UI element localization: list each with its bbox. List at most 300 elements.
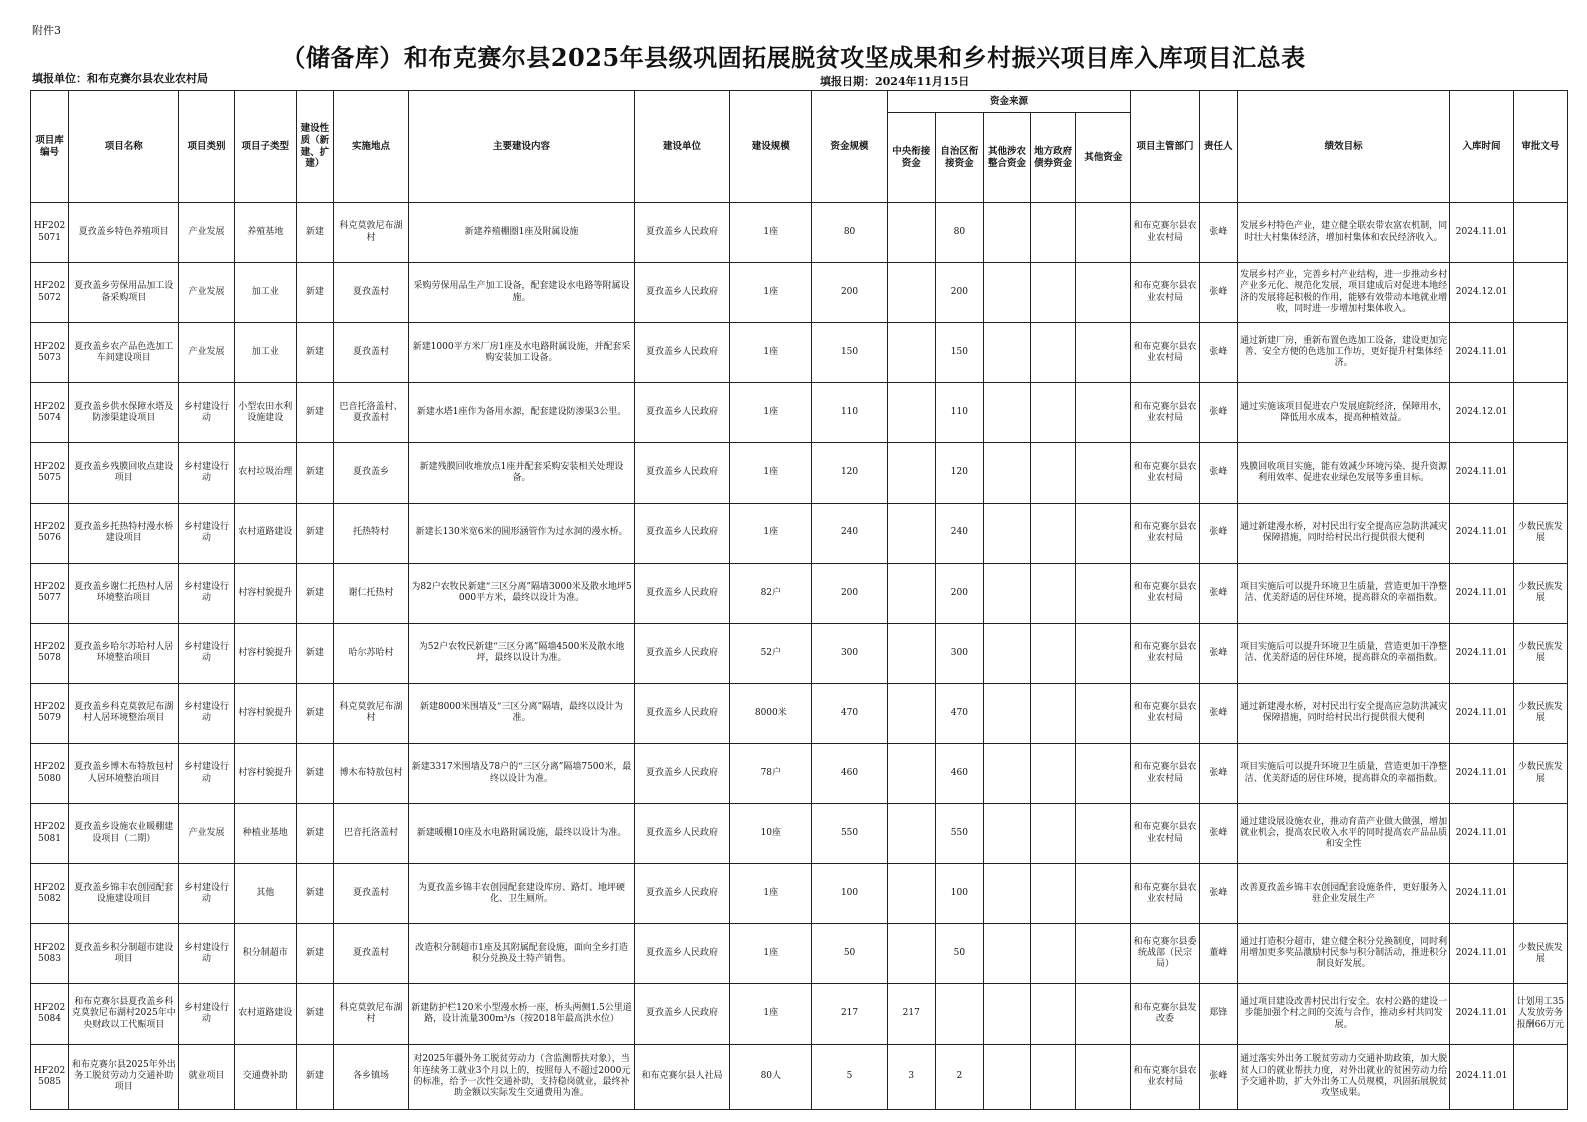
- cell-time: 2024.12.01: [1450, 383, 1513, 443]
- table-row: [31, 503, 1568, 563]
- cell-doc: 少数民族发展: [1513, 683, 1567, 743]
- header-person: 责任人: [1199, 91, 1237, 203]
- cell-content: 新建3317米围墙及78户的“三区分离”隔墙7500米，最终以设计为准。: [409, 743, 635, 803]
- cell-id: HF2025071: [31, 203, 69, 263]
- cell-central: [887, 683, 935, 743]
- cell-content: 为52户农牧民新建“三区分离”隔墙4500米及散水地坪，最终以设计为准。: [409, 623, 635, 683]
- cell-other-agri: [983, 563, 1030, 623]
- cell-nature: 新建: [296, 323, 333, 383]
- cell-dept: 和布克赛尔县农业农村局: [1131, 1044, 1199, 1109]
- cell-name: 夏孜盖乡供水保障水塔及防渗渠建设项目: [69, 383, 179, 443]
- cell-fund: 110: [812, 383, 887, 443]
- table-row: [31, 263, 1568, 323]
- cell-scale: 1座: [730, 383, 812, 443]
- cell-content: 采购劳保用品生产加工设备，配套建设水电路等附属设施。: [409, 263, 635, 323]
- cell-dept: 和布克赛尔县发改委: [1131, 984, 1199, 1044]
- cell-person: 郑锋: [1199, 984, 1237, 1044]
- cell-name: 夏孜盖乡设施农业暖棚建设项目（二期）: [69, 804, 179, 864]
- cell-name: 夏孜盖乡哈尔苏哈村人居环境整治项目: [69, 623, 179, 683]
- cell-subcategory: 农村道路建设: [234, 503, 296, 563]
- cell-other-agri: [983, 683, 1030, 743]
- cell-central: [887, 503, 935, 563]
- cell-name: 夏孜盖乡托热特村漫水桥建设项目: [69, 503, 179, 563]
- cell-other: [1076, 263, 1131, 323]
- header-doc: 审批文号: [1513, 91, 1567, 203]
- cell-person: 张峰: [1199, 263, 1237, 323]
- cell-content: 新建1000平方米厂房1座及水电路附属设施，并配套采购安装加工设备。: [409, 323, 635, 383]
- cell-category: 乡村建设行动: [179, 443, 234, 503]
- header-local-bond: 地方政府债券资金: [1031, 113, 1076, 203]
- table-row: [31, 203, 1568, 263]
- cell-local-bond: [1031, 1044, 1076, 1109]
- table-row: [31, 1044, 1568, 1109]
- cell-scale: 1座: [730, 503, 812, 563]
- cell-goal: 通过新建漫水桥，对村民出行安全提高应急防洪减灾保障措施，同时给村民出行提供很大便利: [1237, 683, 1450, 743]
- cell-local-bond: [1031, 263, 1076, 323]
- cell-region: 120: [935, 443, 983, 503]
- cell-builder: 夏孜盖乡人民政府: [634, 984, 729, 1044]
- table-row: [31, 743, 1568, 803]
- cell-nature: 新建: [296, 1044, 333, 1109]
- cell-person: 张峰: [1199, 1044, 1237, 1109]
- cell-other: [1076, 383, 1131, 443]
- cell-other: [1076, 203, 1131, 263]
- cell-goal: 项目实施后可以提升环境卫生质量，营造更加干净整洁、优美舒适的居住环境，提高群众的幸福指数。: [1237, 623, 1450, 683]
- cell-nature: 新建: [296, 503, 333, 563]
- cell-other-agri: [983, 864, 1030, 924]
- cell-scale: 10座: [730, 804, 812, 864]
- cell-scale: 52户: [730, 623, 812, 683]
- cell-scale: 82户: [730, 563, 812, 623]
- cell-goal: 通过实施该项目促进农户发展庭院经济，保障用水，降低用水成本，提高种植效益。: [1237, 383, 1450, 443]
- cell-person: 张峰: [1199, 623, 1237, 683]
- cell-central: [887, 743, 935, 803]
- cell-scale: 1座: [730, 263, 812, 323]
- cell-dept: 和布克赛尔县农业农村局: [1131, 623, 1199, 683]
- cell-content: 新建防护栏120米小型漫水桥一座，桥头两侧1.5公里道路，设计流量300m³/s（按2018年最高洪水位）: [409, 984, 635, 1044]
- cell-builder: 夏孜盖乡人民政府: [634, 383, 729, 443]
- cell-content: 新建8000米围墙及“三区分离”隔墙，最终以设计为准。: [409, 683, 635, 743]
- cell-other: [1076, 323, 1131, 383]
- cell-name: 夏孜盖乡特色养殖项目: [69, 203, 179, 263]
- cell-category: 产业发展: [179, 804, 234, 864]
- table-row: [31, 623, 1568, 683]
- cell-fund: 300: [812, 623, 887, 683]
- cell-content: 对2025年疆外务工脱贫劳动力（含监测帮扶对象），当年连续务工就业3个月以上的，按照每人不超过2000元的标准，给予一次性交通补助，支持稳岗就业，最终补助金额以实际发生交通费用为准。: [409, 1044, 635, 1109]
- cell-scale: 1座: [730, 864, 812, 924]
- cell-scale: 1座: [730, 443, 812, 503]
- cell-category: 产业发展: [179, 263, 234, 323]
- header-subcategory: 项目子类型: [234, 91, 296, 203]
- cell-goal: 通过建设展设施农业，推动育苗产业做大做强，增加就业机会，提高农民收入水平的同时提高农产品品质和安全性: [1237, 804, 1450, 864]
- cell-subcategory: 村容村貌提升: [234, 563, 296, 623]
- cell-other-agri: [983, 443, 1030, 503]
- cell-scale: 80人: [730, 1044, 812, 1109]
- cell-scale: 78户: [730, 743, 812, 803]
- cell-builder: 夏孜盖乡人民政府: [634, 864, 729, 924]
- cell-category: 产业发展: [179, 203, 234, 263]
- project-summary-table: [30, 90, 1568, 1110]
- cell-subcategory: 加工业: [234, 263, 296, 323]
- cell-dept: 和布克赛尔县农业农村局: [1131, 203, 1199, 263]
- cell-time: 2024.12.01: [1450, 263, 1513, 323]
- cell-dept: 和布克赛尔县农业农村局: [1131, 503, 1199, 563]
- cell-location: 哈尔苏哈村: [333, 623, 408, 683]
- header-scale: 建设规模: [730, 91, 812, 203]
- cell-nature: 新建: [296, 984, 333, 1044]
- cell-region: 470: [935, 683, 983, 743]
- cell-central: [887, 263, 935, 323]
- cell-subcategory: 其他: [234, 864, 296, 924]
- cell-category: 乡村建设行动: [179, 864, 234, 924]
- table-row: [31, 443, 1568, 503]
- cell-doc: [1513, 864, 1567, 924]
- cell-other-agri: [983, 323, 1030, 383]
- cell-fund: 200: [812, 563, 887, 623]
- cell-subcategory: 种植业基地: [234, 804, 296, 864]
- cell-region: [935, 984, 983, 1044]
- cell-scale: 1座: [730, 203, 812, 263]
- cell-region: 110: [935, 383, 983, 443]
- cell-other: [1076, 443, 1131, 503]
- cell-goal: 通过新建厂房，重新布置色选加工设备，建设更加完善、安全方便的色选加工作坊，更好提升村集体经济。: [1237, 323, 1450, 383]
- header-time: 入库时间: [1450, 91, 1513, 203]
- cell-doc: [1513, 804, 1567, 864]
- cell-content: 新建水塔1座作为备用水源，配套建设防渗渠3公里。: [409, 383, 635, 443]
- header-category: 项目类别: [179, 91, 234, 203]
- cell-local-bond: [1031, 563, 1076, 623]
- cell-goal: 项目实施后可以提升环境卫生质量，营造更加干净整洁、优美舒适的居住环境，提高群众的幸福指数。: [1237, 563, 1450, 623]
- cell-time: 2024.11.01: [1450, 1044, 1513, 1109]
- cell-goal: 通过打造积分超市，建立健全积分兑换制度，同时利用增加更多奖品激励村民参与积分制活动，推进积分制良好发展。: [1237, 924, 1450, 984]
- cell-local-bond: [1031, 503, 1076, 563]
- cell-dept: 和布克赛尔县农业农村局: [1131, 864, 1199, 924]
- cell-nature: 新建: [296, 683, 333, 743]
- cell-goal: 项目实施后可以提升环境卫生质量，营造更加干净整洁、优美舒适的居住环境，提高群众的幸福指数。: [1237, 743, 1450, 803]
- cell-other: [1076, 804, 1131, 864]
- cell-central: [887, 804, 935, 864]
- cell-local-bond: [1031, 683, 1076, 743]
- cell-category: 就业项目: [179, 1044, 234, 1109]
- cell-builder: 夏孜盖乡人民政府: [634, 623, 729, 683]
- cell-region: 200: [935, 263, 983, 323]
- cell-fund: 240: [812, 503, 887, 563]
- cell-goal: 改善夏孜盖乡锦丰农创园配套设施条件，更好服务入驻企业发展生产: [1237, 864, 1450, 924]
- cell-person: 张峰: [1199, 323, 1237, 383]
- cell-goal: 发展乡村特色产业，建立健全联农带农富农机制，同时壮大村集体经济，增加村集体和农民经济收入。: [1237, 203, 1450, 263]
- cell-location: 科克莫敦尼布湖村: [333, 683, 408, 743]
- cell-time: 2024.11.01: [1450, 804, 1513, 864]
- cell-dept: 和布克赛尔县农业农村局: [1131, 443, 1199, 503]
- cell-builder: 夏孜盖乡人民政府: [634, 924, 729, 984]
- cell-id: HF2025077: [31, 563, 69, 623]
- cell-content: 改造积分制超市1座及其附属配套设施，面向全乡打造积分兑换及土特产销售。: [409, 924, 635, 984]
- header-location: 实施地点: [333, 91, 408, 203]
- cell-id: HF2025076: [31, 503, 69, 563]
- cell-other: [1076, 864, 1131, 924]
- cell-central: [887, 323, 935, 383]
- cell-builder: 夏孜盖乡人民政府: [634, 804, 729, 864]
- reporting-date: 填报日期：2024年11月15日: [820, 75, 970, 88]
- cell-dept: 和布克赛尔县农业农村局: [1131, 563, 1199, 623]
- cell-category: 乡村建设行动: [179, 924, 234, 984]
- cell-other: [1076, 683, 1131, 743]
- cell-content: 新建暖棚10座及水电路附属设施，最终以设计为准。: [409, 804, 635, 864]
- cell-location: 夏孜盖村: [333, 323, 408, 383]
- page-title: （储备库）和布克赛尔县2025年县级巩固拓展脱贫攻坚成果和乡村振兴项目库入库项目汇总表: [281, 43, 1306, 72]
- cell-dept: 和布克赛尔县农业农村局: [1131, 743, 1199, 803]
- cell-region: 150: [935, 323, 983, 383]
- cell-person: 张峰: [1199, 864, 1237, 924]
- cell-id: HF2025074: [31, 383, 69, 443]
- cell-fund: 550: [812, 804, 887, 864]
- cell-central: [887, 623, 935, 683]
- cell-region: 100: [935, 864, 983, 924]
- cell-content: 为82户农牧民新建“三区分离”隔墙3000米及散水地坪5000平方米，最终以设计为准。: [409, 563, 635, 623]
- cell-doc: [1513, 203, 1567, 263]
- cell-location: 科克莫敦尼布湖村: [333, 984, 408, 1044]
- cell-dept: 和布克赛尔县农业农村局: [1131, 804, 1199, 864]
- cell-time: 2024.11.01: [1450, 563, 1513, 623]
- cell-doc: [1513, 443, 1567, 503]
- header-other-agri: 其他涉农整合资金: [983, 113, 1030, 203]
- cell-fund: 100: [812, 864, 887, 924]
- cell-goal: 通过落实外出务工脱贫劳动力交通补助政策，加大脱贫人口的就业帮扶力度，对外出就业的贫困劳动力给予交通补助，扩大外出务工人员规模，巩固拓展脱贫攻坚成果。: [1237, 1044, 1450, 1109]
- cell-local-bond: [1031, 984, 1076, 1044]
- header-builder: 建设单位: [634, 91, 729, 203]
- cell-dept: 和布克赛尔县委统战部（民宗局）: [1131, 924, 1199, 984]
- cell-fund: 5: [812, 1044, 887, 1109]
- cell-other-agri: [983, 383, 1030, 443]
- cell-id: HF2025073: [31, 323, 69, 383]
- cell-fund: 217: [812, 984, 887, 1044]
- cell-doc: [1513, 263, 1567, 323]
- cell-person: 张峰: [1199, 383, 1237, 443]
- cell-name: 夏孜盖乡锦丰农创园配套设施建设项目: [69, 864, 179, 924]
- table-row: [31, 984, 1568, 1044]
- cell-nature: 新建: [296, 743, 333, 803]
- cell-name: 和布克赛尔县2025年外出务工脱贫劳动力交通补助项目: [69, 1044, 179, 1109]
- cell-name: 夏孜盖乡科克莫敦尼布湖村人居环境整治项目: [69, 683, 179, 743]
- header-goal: 绩效目标: [1237, 91, 1450, 203]
- cell-name: 和布克赛尔县夏孜盖乡科克莫敦尼布湖村2025年中央财政以工代赈项目: [69, 984, 179, 1044]
- cell-region: 240: [935, 503, 983, 563]
- cell-builder: 夏孜盖乡人民政府: [634, 503, 729, 563]
- cell-subcategory: 村容村貌提升: [234, 623, 296, 683]
- cell-doc: 少数民族发展: [1513, 924, 1567, 984]
- cell-id: HF2025083: [31, 924, 69, 984]
- cell-person: 董峰: [1199, 924, 1237, 984]
- cell-content: 新建长130米宽6米的圆形涵管作为过水洞的漫水桥。: [409, 503, 635, 563]
- cell-central: [887, 924, 935, 984]
- cell-nature: 新建: [296, 623, 333, 683]
- cell-time: 2024.11.01: [1450, 683, 1513, 743]
- cell-other-agri: [983, 263, 1030, 323]
- cell-other-agri: [983, 1044, 1030, 1109]
- cell-fund: 200: [812, 263, 887, 323]
- cell-name: 夏孜盖乡谢仁托热村人居环境整治项目: [69, 563, 179, 623]
- cell-local-bond: [1031, 203, 1076, 263]
- cell-nature: 新建: [296, 203, 333, 263]
- cell-subcategory: 小型农田水利设施建设: [234, 383, 296, 443]
- cell-nature: 新建: [296, 443, 333, 503]
- cell-central: [887, 443, 935, 503]
- cell-doc: 少数民族发展: [1513, 563, 1567, 623]
- cell-name: 夏孜盖乡残膜回收点建设项目: [69, 443, 179, 503]
- cell-category: 乡村建设行动: [179, 503, 234, 563]
- table-body: [31, 203, 1568, 1110]
- cell-scale: 8000米: [730, 683, 812, 743]
- cell-nature: 新建: [296, 383, 333, 443]
- cell-category: 乡村建设行动: [179, 743, 234, 803]
- cell-location: 巴音托洛盖村: [333, 804, 408, 864]
- cell-id: HF2025080: [31, 743, 69, 803]
- cell-time: 2024.11.01: [1450, 443, 1513, 503]
- cell-builder: 夏孜盖乡人民政府: [634, 563, 729, 623]
- cell-time: 2024.11.01: [1450, 503, 1513, 563]
- cell-person: 张峰: [1199, 743, 1237, 803]
- cell-builder: 夏孜盖乡人民政府: [634, 683, 729, 743]
- cell-local-bond: [1031, 443, 1076, 503]
- cell-other-agri: [983, 924, 1030, 984]
- cell-central: 217: [887, 984, 935, 1044]
- cell-fund: 120: [812, 443, 887, 503]
- cell-subcategory: 农村道路建设: [234, 984, 296, 1044]
- cell-region: 2: [935, 1044, 983, 1109]
- cell-central: [887, 383, 935, 443]
- cell-time: 2024.11.01: [1450, 924, 1513, 984]
- cell-region: 200: [935, 563, 983, 623]
- cell-goal: 通过新建漫水桥，对村民出行安全提高应急防洪减灾保障措施，同时给村民出行提供很大便利: [1237, 503, 1450, 563]
- cell-id: HF2025078: [31, 623, 69, 683]
- cell-region: 300: [935, 623, 983, 683]
- attachment-label: 附件3: [32, 24, 61, 37]
- cell-fund: 150: [812, 323, 887, 383]
- cell-location: 巴音托洛盖村、夏孜盖村: [333, 383, 408, 443]
- cell-fund: 460: [812, 743, 887, 803]
- cell-other: [1076, 924, 1131, 984]
- cell-goal: 发展乡村产业，完善乡村产业结构，进一步推动乡村产业多元化、规范化发展，项目建成后对促进本地经济的发展将起积极的作用，能够有效带动本地就业增收，同时进一步增加村集体收入。: [1237, 263, 1450, 323]
- cell-category: 乡村建设行动: [179, 683, 234, 743]
- cell-nature: 新建: [296, 924, 333, 984]
- cell-id: HF2025084: [31, 984, 69, 1044]
- cell-person: 张峰: [1199, 683, 1237, 743]
- cell-central: [887, 864, 935, 924]
- cell-location: 夏孜盖村: [333, 924, 408, 984]
- cell-time: 2024.11.01: [1450, 623, 1513, 683]
- cell-region: 460: [935, 743, 983, 803]
- header-name: 项目名称: [69, 91, 179, 203]
- cell-location: 夏孜盖乡: [333, 443, 408, 503]
- cell-time: 2024.11.01: [1450, 864, 1513, 924]
- cell-person: 张峰: [1199, 503, 1237, 563]
- cell-doc: [1513, 1044, 1567, 1109]
- cell-fund: 80: [812, 203, 887, 263]
- cell-other: [1076, 1044, 1131, 1109]
- cell-region: 550: [935, 804, 983, 864]
- cell-subcategory: 养殖基地: [234, 203, 296, 263]
- cell-nature: 新建: [296, 263, 333, 323]
- cell-dept: 和布克赛尔县农业农村局: [1131, 383, 1199, 443]
- cell-category: 乡村建设行动: [179, 984, 234, 1044]
- header-fund-source: 资金来源: [887, 91, 1131, 113]
- cell-subcategory: 加工业: [234, 323, 296, 383]
- cell-local-bond: [1031, 804, 1076, 864]
- cell-other-agri: [983, 804, 1030, 864]
- cell-central: [887, 203, 935, 263]
- cell-local-bond: [1031, 924, 1076, 984]
- cell-id: HF2025082: [31, 864, 69, 924]
- cell-local-bond: [1031, 864, 1076, 924]
- cell-doc: [1513, 383, 1567, 443]
- cell-time: 2024.11.01: [1450, 743, 1513, 803]
- cell-central: [887, 563, 935, 623]
- table-row: [31, 383, 1568, 443]
- cell-location: 谢仁托热村: [333, 563, 408, 623]
- cell-content: 新建残膜回收堆放点1座并配套采购安装相关处理设备。: [409, 443, 635, 503]
- cell-fund: 470: [812, 683, 887, 743]
- cell-location: 托热特村: [333, 503, 408, 563]
- cell-content: 新建养殖棚圈1座及附属设施: [409, 203, 635, 263]
- cell-local-bond: [1031, 383, 1076, 443]
- cell-builder: 夏孜盖乡人民政府: [634, 743, 729, 803]
- cell-local-bond: [1031, 323, 1076, 383]
- cell-region: 50: [935, 924, 983, 984]
- header-other: 其他资金: [1076, 113, 1131, 203]
- cell-location: 科克莫敦尼布湖村: [333, 203, 408, 263]
- table-row: [31, 563, 1568, 623]
- cell-subcategory: 积分制超市: [234, 924, 296, 984]
- cell-category: 产业发展: [179, 323, 234, 383]
- cell-other-agri: [983, 203, 1030, 263]
- cell-other-agri: [983, 623, 1030, 683]
- cell-dept: 和布克赛尔县农业农村局: [1131, 263, 1199, 323]
- cell-other: [1076, 984, 1131, 1044]
- cell-subcategory: 村容村貌提升: [234, 743, 296, 803]
- cell-time: 2024.11.01: [1450, 984, 1513, 1044]
- cell-person: 张峰: [1199, 203, 1237, 263]
- cell-local-bond: [1031, 623, 1076, 683]
- cell-person: 张峰: [1199, 443, 1237, 503]
- cell-doc: 少数民族发展: [1513, 503, 1567, 563]
- table-row: [31, 924, 1568, 984]
- cell-subcategory: 交通费补助: [234, 1044, 296, 1109]
- cell-id: HF2025081: [31, 804, 69, 864]
- cell-name: 夏孜盖乡劳保用品加工设备采购项目: [69, 263, 179, 323]
- cell-location: 博木布特敖包村: [333, 743, 408, 803]
- cell-other-agri: [983, 984, 1030, 1044]
- cell-category: 乡村建设行动: [179, 383, 234, 443]
- cell-local-bond: [1031, 743, 1076, 803]
- cell-person: 张峰: [1199, 563, 1237, 623]
- header-id: 项目库编号: [31, 91, 69, 203]
- cell-other: [1076, 743, 1131, 803]
- cell-builder: 夏孜盖乡人民政府: [634, 203, 729, 263]
- cell-other: [1076, 503, 1131, 563]
- cell-central: 3: [887, 1044, 935, 1109]
- header-fund: 资金规模: [812, 91, 887, 203]
- header-dept: 项目主管部门: [1131, 91, 1199, 203]
- cell-builder: 和布克赛尔县人社局: [634, 1044, 729, 1109]
- cell-location: 夏孜盖村: [333, 864, 408, 924]
- cell-nature: 新建: [296, 864, 333, 924]
- cell-nature: 新建: [296, 563, 333, 623]
- cell-builder: 夏孜盖乡人民政府: [634, 263, 729, 323]
- cell-scale: 1座: [730, 984, 812, 1044]
- cell-id: HF2025075: [31, 443, 69, 503]
- cell-location: 夏孜盖村: [333, 263, 408, 323]
- cell-goal: 残膜回收项目实施，能有效减少环境污染、提升资源利用效率、促进农业绿色发展等多重目标。: [1237, 443, 1450, 503]
